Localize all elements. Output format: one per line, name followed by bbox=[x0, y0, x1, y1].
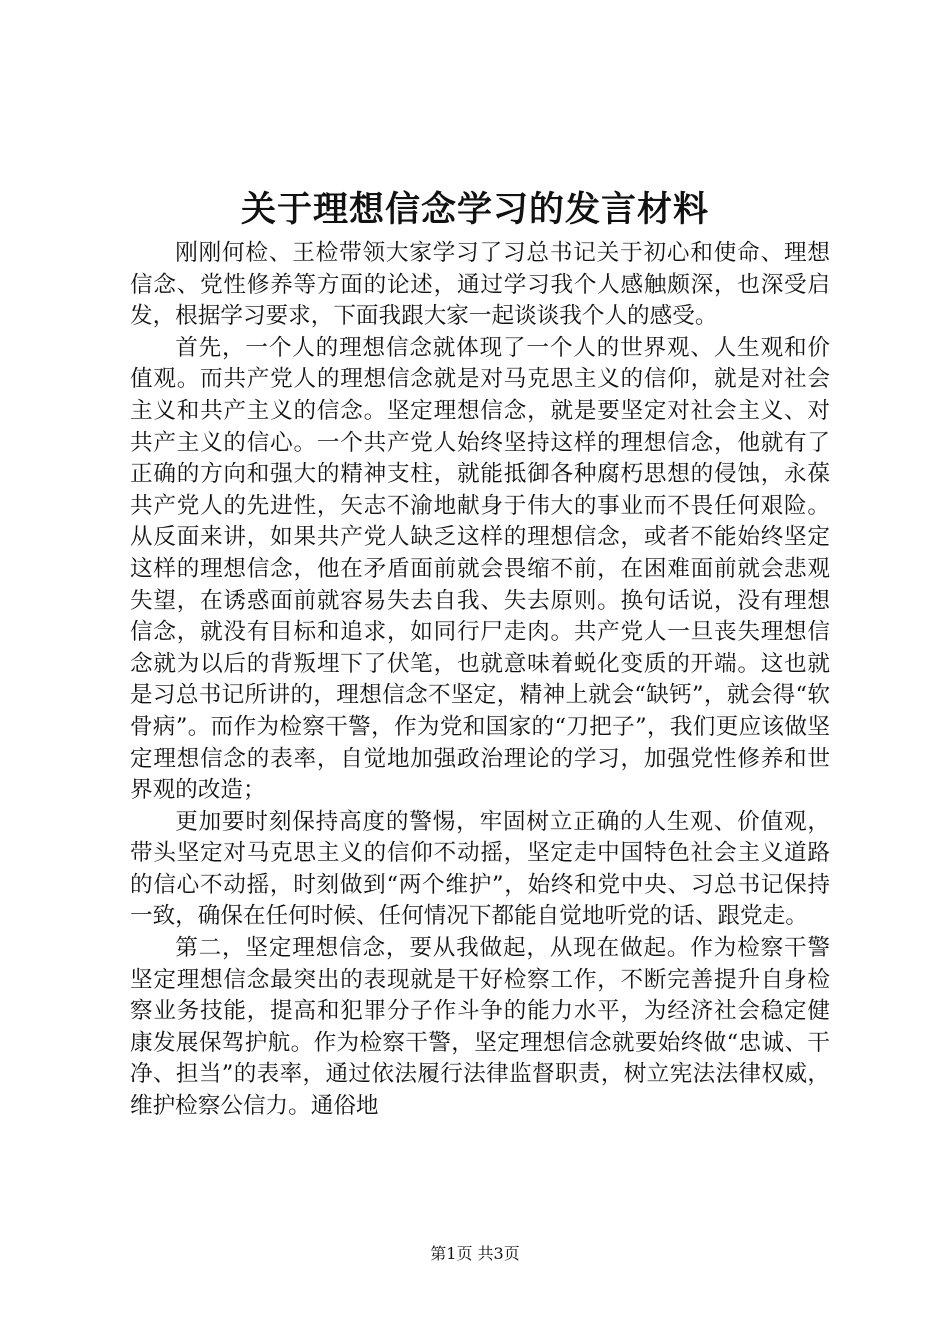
page-number-footer: 第1页 共3页 bbox=[430, 1244, 520, 1263]
paragraph-2: 首先，一个人的理想信念就体现了一个人的世界观、人生观和价值观。而共产党人的理想信念就是对马克思主义的信仰，就是对社会主义和共产主义的信念。坚定理想信念，就是要坚定对社会主义、对共产主义的信心。一个共产党人始终坚持这样的理想信念，他就有了正确的方向和强大的精神支柱，就能抵御各种腐朽思想的侵蚀，永葆共产党人的先进性，矢志不渝地献身于伟大的事业而不畏任何艰险。从反面来讲，如果共产党人缺乏这样的理想信念，或者不能始终坚定这样的理想信念，他在矛盾面前就会畏缩不前，在困难面前就会悲观失望，在诱惑面前就容易失去自我、失去原则。换句话说，没有理想信念，就没有目标和追求，如同行尸走肉。共产党人一旦丧失理想信念就为以后的背叛埋下了伏笔，也就意味着蜕化变质的开端。这也就是习总书记所讲的，理想信念不坚定，精神上就会“缺钙”，就会得“软骨病”。而作为检察干警，作为党和国家的“刀把子”，我们更应该做坚定理想信念的表率，自觉地加强政治理论的学习，加强党性修养和世界观的改造； bbox=[130, 334, 830, 804]
document-body bbox=[130, 238, 830, 1123]
document-title: 关于理想信念学习的发言材料 bbox=[240, 189, 709, 230]
paragraph-4: 第二，坚定理想信念，要从我做起，从现在做起。作为检察干警坚定理想信念最突出的表现就是干好检察工作，不断完善提升自身检察业务技能，提高和犯罪分子作斗争的能力水平，为经济社会稳定健康发展保驾护航。作为检察干警，坚定理想信念就要始终做“忠诚、干净、担当”的表率，通过依法履行法律监督职责，树立宪法法律权威，维护检察公信力。通俗地 bbox=[130, 935, 830, 1120]
paragraph-3: 更加要时刻保持高度的警惕，牢固树立正确的人生观、价值观，带头坚定对马克思主义的信仰不动摇，坚定走中国特色社会主义道路的信心不动摇，时刻做到“两个维护”，始终和党中央、习总书记保持一致，确保在任何时候、任何情况下都能自觉地听党的话、跟党走。 bbox=[130, 808, 830, 930]
paragraph-1: 刚刚何检、王检带领大家学习了习总书记关于初心和使命、理想信念、党性修养等方面的论述，通过学习我个人感触颇深，也深受启发，根据学习要求，下面我跟大家一起谈谈我个人的感受。 bbox=[130, 240, 830, 330]
